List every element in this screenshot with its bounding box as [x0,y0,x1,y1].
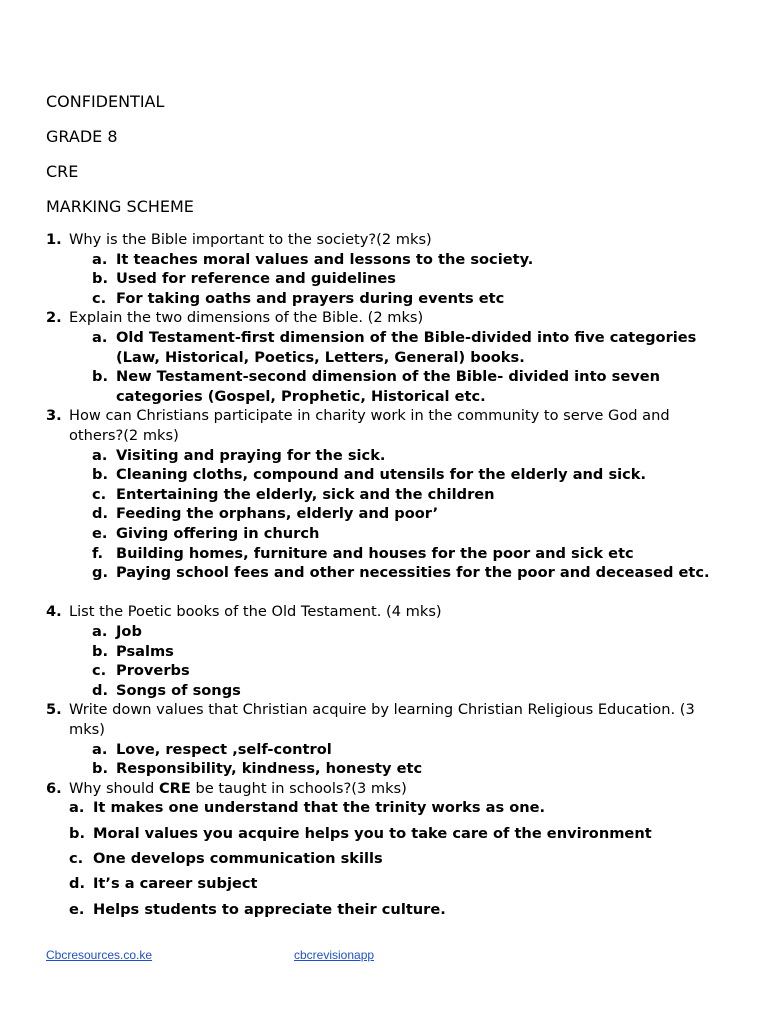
question-2 [46,308,728,328]
answer-text: Old Testament-first dimension of the Bible-divided into five categories (Law, Historical, Poetics, Letters, General) books. [116,329,697,366]
question-4 [46,602,728,622]
answer-label: f. [92,544,104,562]
answer-item [69,798,728,818]
answer-item [92,446,728,466]
answer-item [92,622,728,642]
answer-label: b. [69,824,85,842]
answer-label: a. [69,799,85,817]
answer-label: g. [92,564,108,582]
footer-link-cbcrevisionapp[interactable]: cbcrevisionapp [294,948,375,962]
answer-item [92,269,728,289]
answer-item [92,367,728,406]
answer-item [92,563,728,583]
answer-item [92,485,728,505]
answer-text: It’s a career subject [93,875,258,892]
answer-label: e. [69,900,85,918]
answer-text: Songs of songs [116,681,241,699]
marking-scheme-heading: MARKING SCHEME [46,197,194,216]
answer-item [92,289,728,309]
answer-text: Used for reference and guidelines [116,270,396,288]
answer-item [92,642,728,662]
question-text-after: be taught in schools?(3 mks) [190,779,407,797]
answer-text: Feeding the orphans, elderly and poor’ [116,505,439,523]
answer-item [92,759,728,779]
answer-text: Visiting and praying for the sick. [116,446,386,464]
answer-text: It teaches moral values and lessons to the society. [116,250,534,268]
answer-label: a. [92,329,108,346]
footer-link-cbcresources[interactable]: Cbcresources.co.ke [46,948,153,962]
answer-text: New Testament-second dimension of the Bible- divided into seven categories (Gospel, Prophetic, Historical etc. [116,368,661,405]
answer-text: For taking oaths and prayers during events etc [116,289,505,307]
answer-text: Proverbs [116,662,190,680]
answer-label: a. [92,446,108,464]
answer-label: b. [92,466,108,484]
question-1 [46,230,728,250]
question-text: Explain the two dimensions of the Bible. (2 mks) [69,309,424,327]
question-number: 4. [46,603,62,621]
answer-item [69,874,728,894]
answer-text: Job [116,623,142,640]
subject-heading: CRE [46,162,79,181]
answer-text: Paying school fees and other necessities for the poor and deceased etc. [116,564,710,582]
answer-item [92,504,728,524]
question-number: 6. [46,779,62,797]
answer-item [69,900,728,920]
answer-item [92,250,728,270]
confidential-heading: CONFIDENTIAL [46,92,165,111]
answer-label: a. [92,250,108,268]
question-text [69,779,728,799]
answer-text: Giving offering in church [116,525,320,542]
answer-item [69,824,728,844]
answer-item [92,740,728,760]
answer-text: Psalms [116,642,174,660]
answer-text: Cleaning cloths, compound and utensils for the elderly and sick. [116,466,647,484]
answer-text: Moral values you acquire helps you to take care of the environment [93,824,652,842]
answer-label: c. [92,485,107,503]
answer-text: Responsibility, kindness, honesty etc [116,760,423,778]
answer-text: One develops communication skills [93,849,383,867]
question-5 [46,700,728,739]
question-number: 5. [46,701,62,719]
question-text: Why is the Bible important to the society?(2 mks) [69,231,432,248]
answer-item [69,849,728,869]
question-text: Write down values that Christian acquire by learning Christian Religious Education. (3 mks) [69,701,695,738]
question-number: 1. [46,231,62,248]
question-number: 3. [46,407,62,425]
answer-text: Building homes, furniture and houses for the poor and sick etc [116,544,634,562]
question-6 [46,779,728,799]
answer-label: d. [69,875,85,892]
answer-text: Helps students to appreciate their culture. [93,900,446,918]
answer-label: b. [92,270,108,288]
answer-label: b. [92,368,108,386]
question-number: 2. [46,309,62,327]
answer-label: d. [92,681,108,699]
answer-label: b. [92,760,108,778]
question-text-bold: CRE [158,779,191,797]
question-text: List the Poetic books of the Old Testament. (4 mks) [69,603,442,621]
answer-text: Love, respect ,self-control [116,740,332,758]
answer-item [92,544,728,564]
question-3 [46,406,728,445]
question-text: How can Christians participate in charity work in the community to serve God and others?(2 mks) [69,407,670,444]
question-text-before: Why should [69,779,159,797]
answer-label: d. [92,505,108,523]
answer-label: b. [92,642,108,660]
answer-label: e. [92,525,108,542]
answer-text: It makes one understand that the trinity works as one. [93,799,546,817]
answer-item [92,524,728,544]
answer-label: a. [92,740,108,758]
answer-item [92,681,728,701]
answer-label: c. [69,849,84,867]
answer-item [92,328,728,367]
answer-label: a. [92,623,108,640]
answer-item [92,465,728,485]
answer-item [92,661,728,681]
answer-text: Entertaining the elderly, sick and the children [116,485,495,503]
grade-heading: GRADE 8 [46,127,118,146]
answer-label: c. [92,662,107,680]
answer-label: c. [92,289,107,307]
